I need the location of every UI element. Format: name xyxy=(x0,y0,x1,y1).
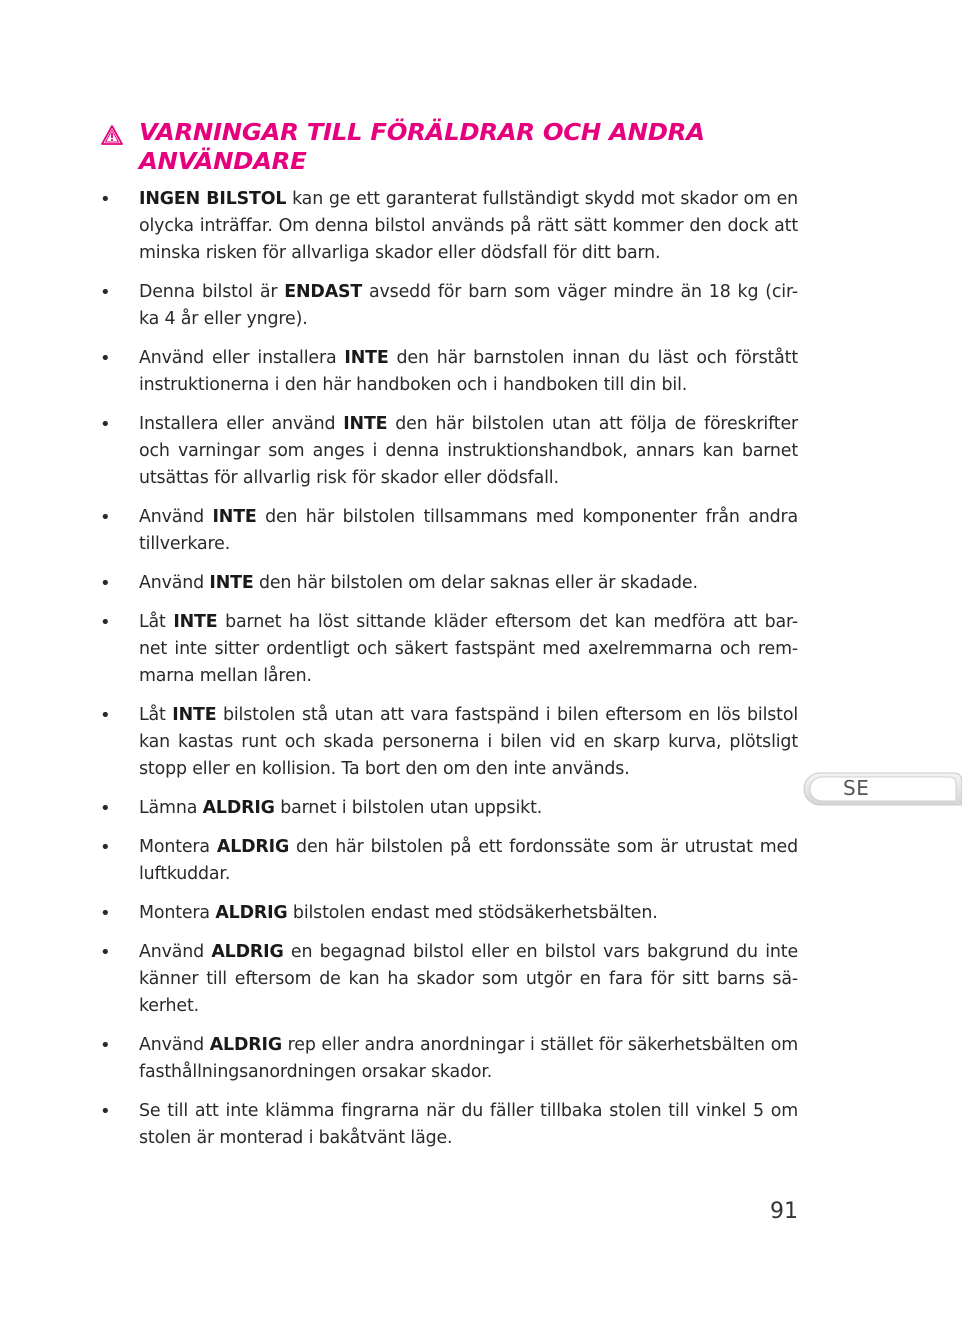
warning-item xyxy=(100,279,798,333)
bullet-marker: • xyxy=(100,705,111,726)
language-tab-shape xyxy=(802,771,962,807)
warning-emphasis: INTE xyxy=(344,348,389,368)
warning-emphasis: INTE xyxy=(343,414,388,434)
warning-text: Använd xyxy=(139,1035,210,1055)
page-number: 91 xyxy=(770,1199,798,1224)
warning-text: avsedd för barn som väger mindre än 18 kg (cir-ka 4 år eller yngre). xyxy=(139,282,798,329)
warning-item xyxy=(100,504,798,558)
warning-item xyxy=(100,1098,798,1152)
warning-item xyxy=(100,702,798,783)
warning-text: kan ge ett garanterat fullständigt skydd mot skador om en olycka inträffar. Om denna bilstol används på rätt sätt kommer den dock att minska risken för allvarliga skador eller dödsfall för ditt barn. xyxy=(139,189,798,263)
warning-text: Använd xyxy=(139,942,212,962)
warning-item xyxy=(100,411,798,492)
bullet-marker: • xyxy=(100,942,111,963)
warning-text: den här bilstolen på ett fordonssäte som är utrustat med luftkuddar. xyxy=(139,837,798,884)
language-tab-label: SE xyxy=(843,776,870,800)
warning-text: den här bilstolen utan att följa de föreskrifter och varningar som anges i denna instruktionshandbok, annars kan barnet utsättas för allvarlig risk för skador eller dödsfall. xyxy=(139,414,798,488)
warning-emphasis: INTE xyxy=(209,573,254,593)
warning-emphasis: ALDRIG xyxy=(211,942,284,962)
heading-title: VARNINGAR TILL FÖRÄLDRAR OCH ANDRA ANVÄNDARE xyxy=(139,120,705,175)
bullet-marker: • xyxy=(100,282,111,303)
warning-text: Lämna xyxy=(139,798,203,818)
warning-item xyxy=(100,939,798,1020)
bullet-marker: • xyxy=(100,507,111,528)
warning-text: Montera xyxy=(139,837,217,857)
warning-emphasis: ALDRIG xyxy=(215,903,288,923)
warning-text: den här bilstolen tillsammans med komponenter från andra tillverkare. xyxy=(139,507,799,554)
warning-text: barnet i bilstolen utan uppsikt. xyxy=(274,798,543,818)
warning-emphasis: ENDAST xyxy=(284,282,363,302)
bullet-marker: • xyxy=(100,348,111,369)
warning-text: Installera eller använd xyxy=(139,414,344,434)
bullet-marker: • xyxy=(100,903,111,924)
warning-emphasis: INTE xyxy=(173,612,218,632)
warning-text: Använd eller installera xyxy=(139,348,345,368)
bullet-marker: • xyxy=(100,414,111,435)
warning-text: bilstolen endast med stödsäkerhetsbälten. xyxy=(287,903,658,923)
warning-text: Montera xyxy=(139,903,216,923)
warning-text: Använd xyxy=(139,507,213,527)
warning-emphasis: ALDRIG xyxy=(202,798,275,818)
bullet-marker: • xyxy=(100,798,111,819)
warning-item xyxy=(100,570,798,597)
warning-text: Låt xyxy=(139,612,174,632)
warning-item xyxy=(100,345,798,399)
warning-text: den här barnstolen innan du läst och förstått instruktionerna i den här handboken och i handboken till din bil. xyxy=(139,348,798,395)
warning-item xyxy=(100,186,798,267)
warning-text: den här bilstolen om delar saknas eller är skadade. xyxy=(253,573,698,593)
warning-list xyxy=(100,186,798,1164)
warning-item xyxy=(100,834,798,888)
section-heading xyxy=(101,119,801,177)
warning-emphasis: INTE xyxy=(172,705,217,725)
bullet-marker: • xyxy=(100,573,111,594)
warning-emphasis: INGEN BILSTOL xyxy=(139,189,287,209)
warning-text: Se till att inte klämma fingrarna när du fäller tillbaka stolen till vinkel 5 om stolen är monterad i bakåtvänt läge. xyxy=(139,1101,798,1148)
warning-text: Denna bilstol är xyxy=(139,282,285,302)
warning-text: bilstolen stå utan att vara fastspänd i bilen eftersom en lös bilstol kan kastas runt och skada personerna i bilen vid en skarp kurva, plötsligt stopp eller en kollision. Ta bort den om den inte används. xyxy=(139,705,799,779)
warning-text: Använd xyxy=(139,573,210,593)
warning-emphasis: ALDRIG xyxy=(216,837,290,857)
bullet-marker: • xyxy=(100,612,111,633)
bullet-marker: • xyxy=(100,1101,111,1122)
warning-item xyxy=(100,900,798,927)
warning-text: en begagnad bilstol eller en bilstol vars bakgrund du inte känner till eftersom de kan ha skador som utgör en fara för sitt barns sä-kerhet. xyxy=(139,942,799,1016)
warning-item xyxy=(100,795,798,822)
bullet-marker: • xyxy=(100,1035,111,1056)
warning-text: rep eller andra anordningar i stället för säkerhetsbälten om fasthållningsanordningen orsakar skador. xyxy=(139,1035,798,1082)
warning-item xyxy=(100,1032,798,1086)
warning-text: barnet ha löst sittande kläder eftersom det kan medföra att bar-net inte sitter ordentligt och säkert fastspänt med axelremmarna och rem-marna mellan låren. xyxy=(139,612,799,686)
warning-text: Låt xyxy=(139,705,173,725)
warning-emphasis: ALDRIG xyxy=(209,1035,282,1055)
warning-item xyxy=(100,609,798,690)
warning-triangle-icon xyxy=(101,125,123,145)
bullet-marker: • xyxy=(100,837,111,858)
bullet-marker: • xyxy=(100,189,111,210)
warning-emphasis: INTE xyxy=(212,507,257,527)
